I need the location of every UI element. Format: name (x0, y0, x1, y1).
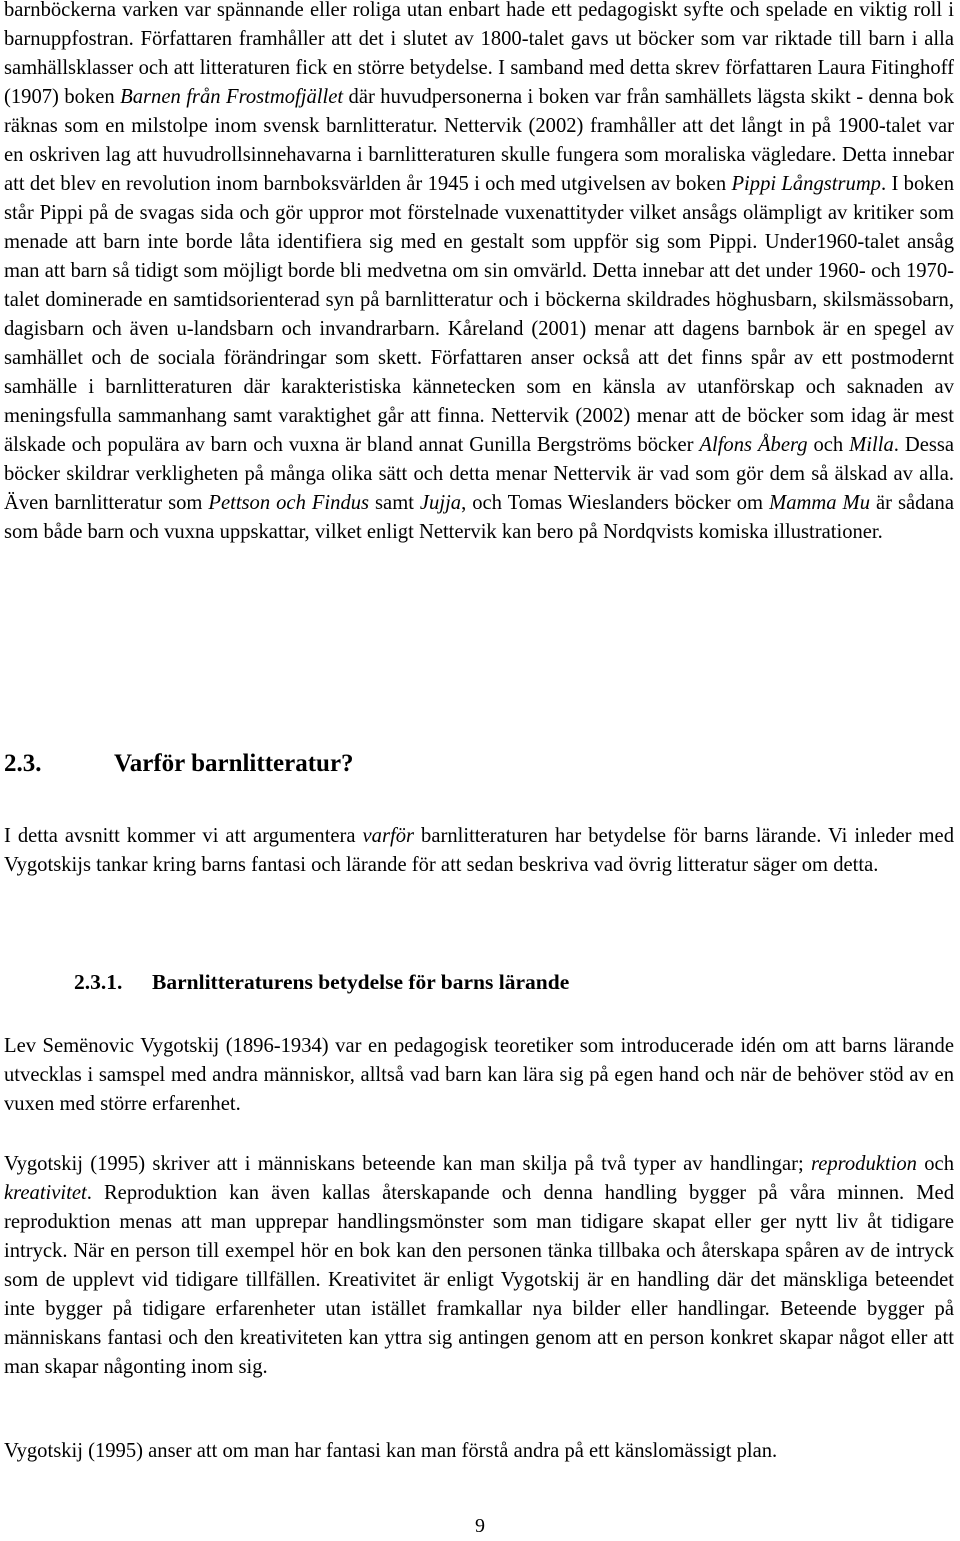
section-number: 2.3. (4, 750, 42, 777)
subsection-title: Barnlitteraturens betydelse för barns lärande (152, 970, 570, 994)
text-span: samt (369, 492, 420, 514)
text-span: barnlitteraturen har betydelse för barns lärande. Vi inleder med Vygotskijs tankar kring barns fantasi och lärande för att sedan beskriva vad övrig litteratur säger om detta. (4, 825, 954, 876)
text-span: I detta avsnitt kommer vi att argumentera (4, 825, 363, 847)
subsection-number: 2.3.1. (74, 970, 123, 994)
book-title-alfons-aberg: Alfons Åberg (699, 434, 808, 456)
book-title-pippi-langstrump: Pippi Långstrump (731, 173, 881, 195)
term-kreativitet: kreativitet (4, 1182, 87, 1204)
text-span: . I boken står Pippi på de svagas sida och gör uppror mot förstelnade vuxenattityder vilket ansågs olämpligt av kritiker som menade att barn inte borde låta identifiera sig med en gestalt som uppför sig som Pippi. Under1960-talet ansåg man att barn så tidigt som möjligt borde bli medvetna om sin omvärld. Detta innebar att det under 1960- och 1970-talet dominerade en samtidsorienterad syn på barnlitteratur och i böckerna skildrades höghusbarn, skilsmässobarn, dagisbarn och även u-landsbarn och invandrarbarn. Kåreland (2001) menar att dagens barnbok är en spegel av samhället och de sociala förändringar som skett. Författaren anser också att det finns spår av ett postmodernt samhälle i barnlitteraturen där karakteristiska kännetecken som en känsla av utanförskap och saknaden av meningsfulla sammanhang samt varaktighet går att finna. Nettervik (2002) menar att de böcker som idag är mest älskade och populära av barn och vuxna är bland annat Gunilla Bergströms böcker (4, 173, 954, 456)
paragraph-vygotskij-fantasi: Vygotskij (1995) anser att om man har fantasi kan man förstå andra på ett känslomässigt plan. (4, 1440, 778, 1462)
paragraph-barnlitteraturens-historia (4, 0, 954, 547)
term-reproduktion: reproduktion (810, 1153, 917, 1175)
paragraph-vygotskij-handlingar (4, 1150, 954, 1382)
text-span: är sådana som både barn och vuxna uppskattar, vilket enligt Nettervik kan bero på Nordqvists komiska illustrationer. (4, 492, 954, 543)
book-title-jujja: Jujja (419, 492, 462, 514)
book-title-pettson-och-findus: Pettson och Findus (208, 492, 370, 514)
text-span: . Reproduktion kan även kallas återskapande och denna handling bygger på våra minnen. Med reproduktion menas att man upprepar handlingsmönster som man tidigare skapat eller ger nytt liv åt tidigare intryck. När en person till exempel hör en bok kan den personen tänka tillbaka och återskapa spåren av de intryck som de upplevt vid tidigare tillfällen. Kreativitet är enligt Vygotskij är en handling där det mänskliga beteendet inte bygger på tidigare erfarenheter utan istället framkallar nya bilder eller handlingar. Beteende bygger på människans fantasi och den kreativiteten kan yttra sig antingen genom att en person konkret skapar något eller att man skapar någonting inom sig. (4, 1182, 954, 1378)
emphasis-varfor: varför (362, 825, 415, 847)
text-span: och (807, 434, 850, 456)
book-title-mamma-mu: Mamma Mu (769, 492, 870, 514)
text-span: Vygotskij (1995) skriver att i människans beteende kan man skilja på två typer av handlingar; (4, 1153, 811, 1175)
text-span: barnböckerna varken var spännande eller roliga utan enbart hade ett pedagogiskt syfte och spelade en viktig roll i barnuppfostran. Författaren framhåller att det i slutet av 1800-talet gavs ut böcker som var riktade till barn i alla samhällsklasser och att litteraturen fick en större betydelse. I samband med detta skrev författaren Laura Fitinghoff (1907) boken (4, 0, 954, 108)
text-span: där huvudpersonerna i boken var från samhällets lägsta skikt - denna bok räknas som en milstolpe inom svensk barnlitteratur. Nettervik (2002) framhåller att det långt in på 1900-talet var en oskriven lag att huvudrollsinnehavarna i barnlitteraturen skulle fungera som moraliska vägledare. Detta innebar att det blev en revolution inom barnboksvärlden år 1945 i och med utgivelsen av boken (4, 86, 955, 195)
paragraph-vygotskij-intro: Lev Semënovic Vygotskij (1896-1934) var en pedagogisk teoretiker som introducerade idén om att barns lärande utvecklas i samspel med andra människor, alltså vad barn kan lära sig på egen hand och när de behöver stöd av en vuxen med större erfarenhet. (4, 1035, 954, 1115)
text-span: , och Tomas Wieslanders böcker om (461, 492, 770, 514)
page-number: 9 (475, 1515, 485, 1537)
book-title-barnen-fran-frostmofjallet: Barnen från Frostmofjället (120, 86, 344, 108)
text-span: . Dessa böcker skildrar verkligheten på många olika sätt och detta menar Nettervik är vad som gör dem så älskad av alla. Även barnlitteratur som (4, 434, 955, 514)
section-title: Varför barnlitteratur? (114, 750, 354, 777)
subsection-heading (74, 967, 569, 997)
book-title-milla: Milla (849, 434, 894, 456)
text-span: och (916, 1153, 954, 1175)
paragraph-section-intro (4, 822, 954, 880)
section-heading (4, 749, 354, 779)
